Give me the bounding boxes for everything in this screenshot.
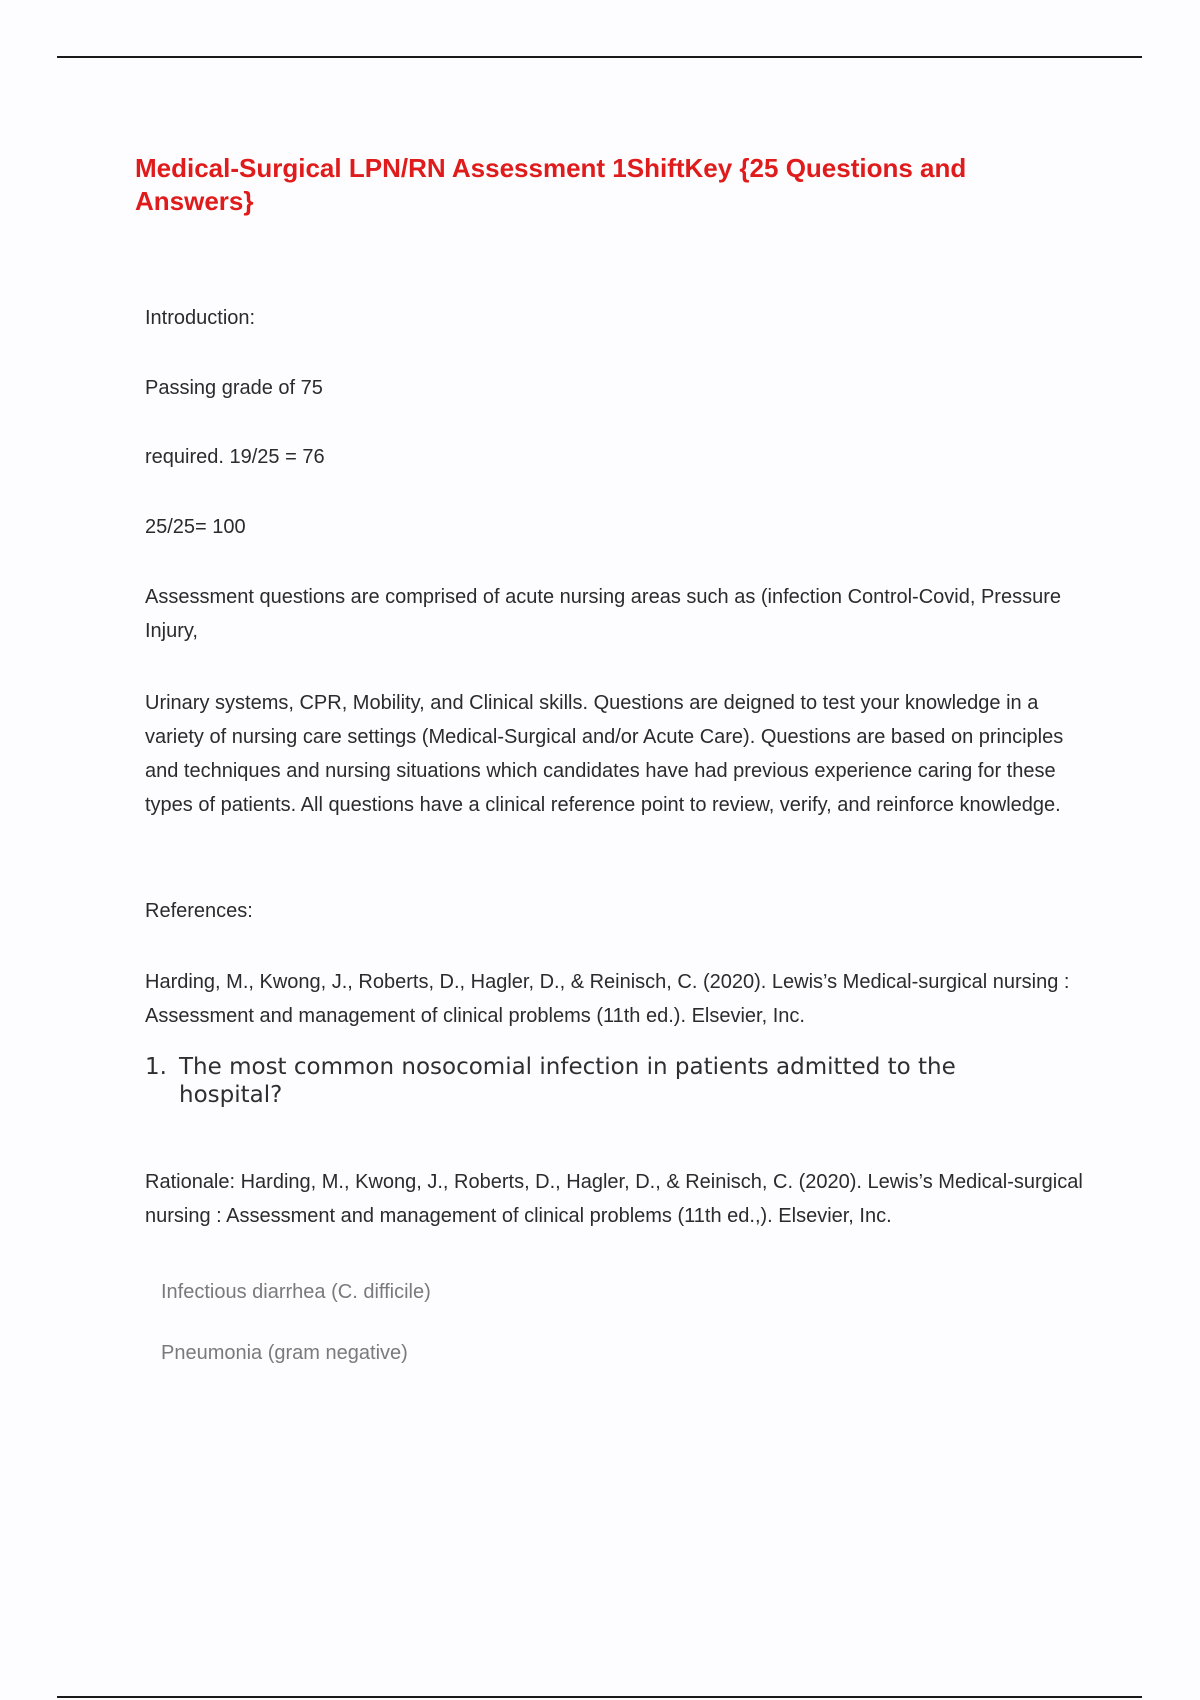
top-divider (57, 56, 1142, 58)
passing-grade-text: Passing grade of 75 (145, 377, 323, 399)
assessment-description: Urinary systems, CPR, Mobility, and Clinical skills. Questions are deigned to test your knowledge in a variety of nursing care settings (Medical-Surgical and/or Acute Care). Questions are based on principles and techniques and nursing situations which candidates have had previous experience caring for these types of patients. All questions have a clinical reference point to review, verify, and reinforce knowledge. (145, 692, 1064, 816)
introduction-label: Introduction: (145, 307, 256, 329)
bottom-divider (57, 1696, 1142, 1698)
question-number: 1. (145, 1054, 167, 1080)
assessment-areas-text: Assessment questions are comprised of acute nursing areas such as (infection Control-Covid, Pressure Injury, (145, 586, 1061, 642)
document-title: Medical-Surgical LPN/RN Assessment 1ShiftKey {25 Questions and Answers} (135, 153, 967, 216)
question-text: The most common nosocomial infection in patients admitted to the hospital? (179, 1054, 956, 1108)
references-label: References: (145, 900, 253, 922)
perfect-score-text: 25/25= 100 (145, 516, 246, 538)
answer-option: Pneumonia (gram negative) (161, 1342, 408, 1364)
answer-option: Infectious diarrhea (C. difficile) (161, 1281, 431, 1303)
question-1 (145, 1053, 1045, 1109)
reference-citation: Harding, M., Kwong, J., Roberts, D., Hagler, D., & Reinisch, C. (2020). Lewis’s Medical-surgical nursing : Assessment and management of clinical problems (11th ed.). Elsevier, Inc. (145, 971, 1070, 1027)
question-1-rationale: Rationale: Harding, M., Kwong, J., Roberts, D., Hagler, D., & Reinisch, C. (2020). Lewis’s Medical-surgical nursing : Assessment and management of clinical problems (11th ed.,). Elsevier, Inc. (145, 1171, 1083, 1227)
required-score-text: required. 19/25 = 76 (145, 446, 325, 468)
